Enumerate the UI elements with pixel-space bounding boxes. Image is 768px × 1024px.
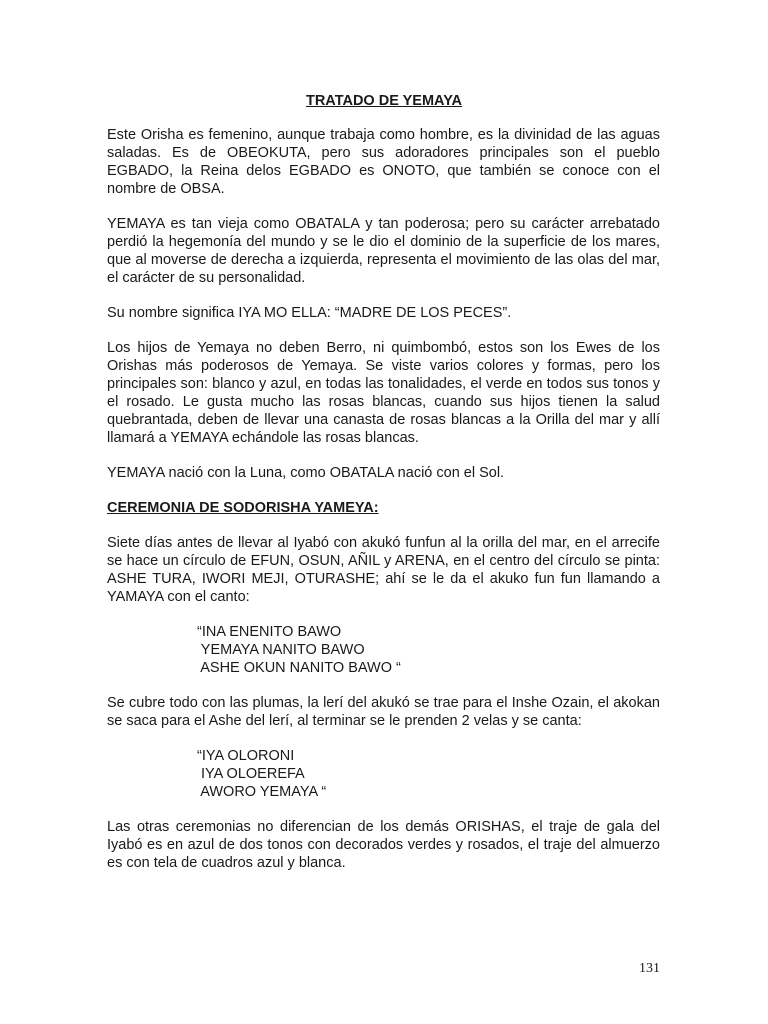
document-body	[107, 126, 660, 889]
paragraph-intro: Este Orisha es femenino, aunque trabaja como hombre, es la divinidad de las aguas saladas. Es de OBEOKUTA, pero sus adoradores principales son el pueblo EGBADO, la Reina delos EGBADO es ONOTO, que también se conoce con el nombre de OBSA.	[107, 127, 660, 197]
paragraph-name-meaning: Su nombre significa IYA MO ELLA: “MADRE DE LOS PECES”.	[107, 305, 512, 321]
chant-block-1	[107, 623, 660, 677]
paragraph-children: Los hijos de Yemaya no deben Berro, ni quimbombó, estos son los Ewes de los Orishas más poderosos de Yemaya. Se viste varios colores y formas, pero los principales son: blanco y azul, en todas las tonalidades, el verde en todos sus tonos y el rosado. Le gusta mucho las rosas blancas, cuando sus hijos tienen la salud quebrantada, deben de llevar una canasta de rosas blancas a la Orilla del mar y allí llamará a YEMAYA echándole las rosas blancas.	[107, 340, 660, 446]
paragraph-other-ceremonies: Las otras ceremonias no diferencian de los demás ORISHAS, el traje de gala del Iyabó es en azul de dos tonos con decorados verdes y rosados, el traje del almuerzo es con tela de cuadros azul y blanca.	[107, 819, 660, 871]
chant-block-2	[107, 747, 660, 801]
chant-line: IYA OLOEREFA	[197, 766, 305, 782]
paragraph-ceremony-preparation: Siete días antes de llevar al Iyabó con akukó funfun al la orilla del mar, en el arrecife se hace un círculo de EFUN, OSUN, AÑIL y ARENA, en el centro del círculo se pinta: ASHE TURA, IWORI MEJI, OTURASHE; ahí se le da el akuko fun fun llamando a YAMAYA con el canto:	[107, 535, 660, 605]
chant-line: “INA ENENITO BAWO	[197, 624, 342, 640]
chant-line: “IYA OLORONI	[197, 748, 295, 764]
document-title: TRATADO DE YEMAYA	[305, 93, 463, 109]
page-number: 131	[639, 961, 660, 976]
chant-line: AWORO YEMAYA “	[197, 784, 327, 800]
paragraph-ceremony-feathers: Se cubre todo con las plumas, la lerí del akukó se trae para el Inshe Ozain, el akokan se saca para el Ashe del lerí, al terminar se le prenden 2 velas y se canta:	[107, 695, 660, 729]
chant-line: YEMAYA NANITO BAWO	[197, 642, 365, 658]
paragraph-character: YEMAYA es tan vieja como OBATALA y tan poderosa; pero su carácter arrebatado perdió la hegemonía del mundo y se le dio el dominio de la superficie de los mares, que al moverse de derecha a izquierda, representa el movimiento de las olas del mar, el carácter de su personalidad.	[107, 216, 660, 286]
chant-line: ASHE OKUN NANITO BAWO “	[197, 660, 401, 676]
section-heading: CEREMONIA DE SODORISHA YAMEYA:	[107, 500, 379, 516]
paragraph-birth: YEMAYA nació con la Luna, como OBATALA nació con el Sol.	[107, 465, 505, 481]
